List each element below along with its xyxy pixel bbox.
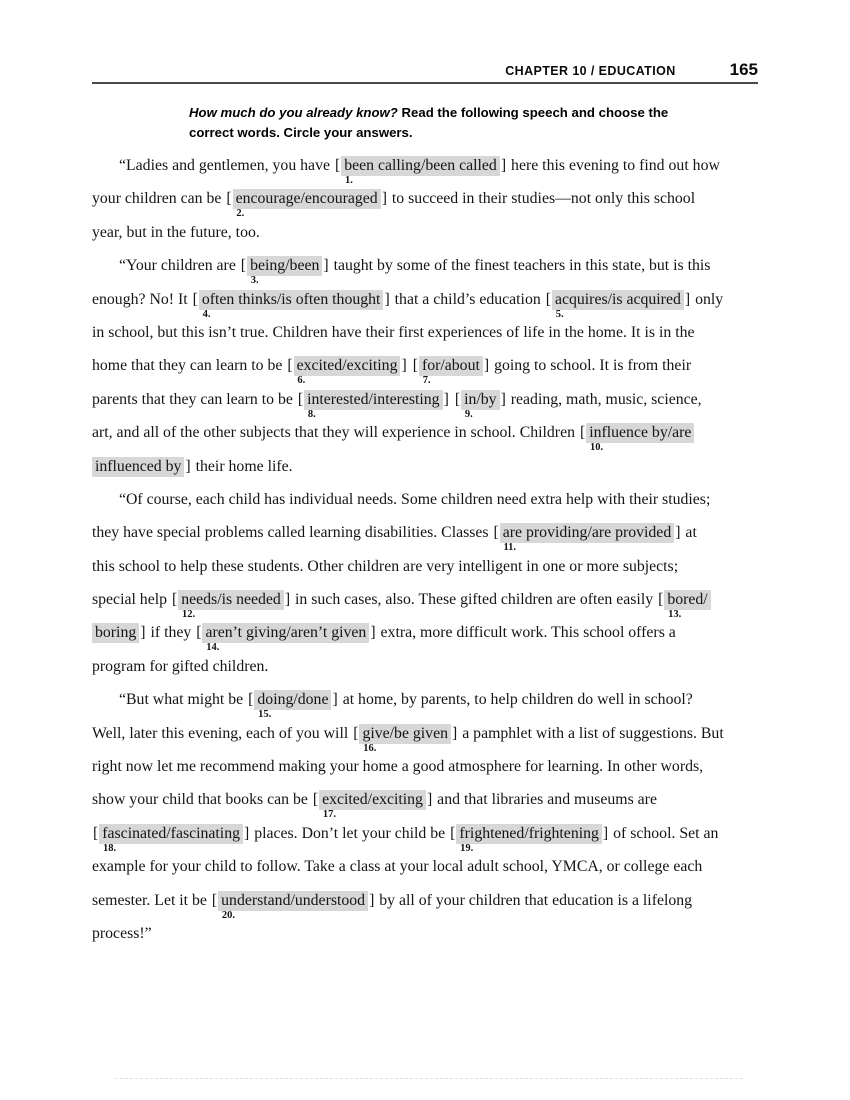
text-run: that a child’s education (390, 290, 545, 308)
speech-line (92, 283, 772, 320)
choice-options: in/by (461, 390, 499, 410)
text-run: at (681, 524, 697, 542)
close-bracket: ] (443, 390, 449, 408)
choice-number: 14. (206, 642, 220, 654)
text-run: example for your child to follow. Take a class at your local adult school, YMCA, or college each (92, 858, 703, 876)
header-rule (92, 82, 758, 84)
choice-options: doing/done (254, 690, 331, 710)
choice-19 (449, 824, 609, 854)
choice-14 (195, 624, 376, 654)
choice-number: 17. (322, 809, 336, 821)
text-run: special help (92, 591, 171, 609)
open-bracket: [ (579, 424, 586, 442)
text-run: “Ladies and gentlemen, you have (119, 157, 334, 174)
choice-4 (192, 290, 391, 320)
open-bracket: [ (334, 157, 341, 174)
close-bracket: ] (602, 824, 609, 842)
speech-line (92, 216, 772, 249)
text-run: reading, math, music, science, (506, 390, 702, 408)
choice-options: fascinated/fascinating (99, 824, 243, 844)
text-run: taught by some of the finest teachers in this state, but is this (329, 257, 711, 275)
speech-line (92, 750, 772, 783)
choice-number: 12. (181, 609, 196, 621)
text-run: “Of course, each child has individual needs. Some children need extra help with their studies; (119, 490, 711, 508)
choice-options: understand/understood (218, 891, 368, 911)
choice-options: give/be given (359, 724, 451, 744)
choice-10-end (92, 458, 192, 475)
speech-line (92, 383, 772, 420)
choice-13-start (657, 591, 711, 621)
choice-number: 10. (589, 442, 604, 454)
speech-line (92, 249, 772, 287)
text-run: “Your children are (119, 257, 240, 275)
choice-1 (334, 157, 507, 186)
instructions-lead: How much do you already know? (189, 105, 398, 120)
choice-options: influenced by (92, 457, 184, 477)
choice-options: interested/interesting (304, 390, 442, 410)
text-run: this school to help these students. Other children are very intelligent in one or more subjects; (92, 557, 679, 575)
text-run: home that they can learn to be (92, 357, 287, 375)
choice-2 (225, 190, 388, 220)
choice-options: often thinks/is often thought (199, 290, 384, 310)
speech-line (92, 884, 772, 921)
speech-line (92, 650, 772, 683)
choice-10-start (579, 424, 694, 454)
open-bracket: [ (412, 357, 418, 375)
close-bracket: ] (675, 524, 681, 542)
choice-number: 6. (297, 375, 306, 387)
speech-line (92, 817, 772, 854)
close-bracket: ] (369, 891, 375, 909)
choice-5 (545, 290, 691, 320)
choice-number: 3. (250, 275, 259, 287)
choice-options: excited/exciting (319, 790, 426, 810)
speech-line (92, 917, 772, 950)
open-bracket: [ (493, 524, 499, 542)
text-run: by all of your children that education is a lifelong (375, 891, 693, 909)
open-bracket: [ (93, 824, 99, 842)
speech-line (92, 516, 772, 554)
close-bracket: ] (452, 724, 458, 742)
choice-16 (352, 724, 458, 754)
instructions-rest: Read the following speech and choose the (397, 105, 669, 120)
text-run: if they (146, 624, 196, 642)
close-bracket: ] (284, 591, 291, 609)
text-run: art, and all of the other subjects that they will experience in school. Children (92, 424, 579, 442)
text-run: extra, more difficult work. This school offers a (376, 624, 676, 642)
choice-15 (247, 691, 339, 721)
choice-number: 18. (103, 842, 117, 854)
open-bracket: [ (658, 591, 664, 609)
text-run: enough? No! It (92, 290, 192, 308)
choice-number: 16. (363, 742, 377, 754)
text-run: in school, but this isn’t true. Children have their first experiences of life in the home. It is in the (92, 323, 695, 341)
choice-number: 2. (236, 208, 245, 220)
text-run: at home, by parents, to help children do well in school? (338, 691, 693, 709)
close-bracket: ] (244, 824, 250, 842)
close-bracket: ] (140, 624, 146, 642)
text-run: going to school. It is from their (490, 357, 692, 375)
choice-11 (493, 524, 682, 554)
text-run: right now let me recommend making your home a good atmosphere for learning. In other words, (92, 758, 704, 776)
text-run: here this evening to find out how (507, 157, 720, 174)
close-bracket: ] (483, 357, 490, 375)
open-bracket: [ (196, 624, 202, 642)
close-bracket: ] (684, 290, 691, 308)
choice-options: been calling/been called (341, 156, 500, 176)
close-bracket: ] (401, 357, 407, 375)
choice-17 (312, 791, 433, 821)
page-number: 165 (729, 60, 758, 79)
choice-options: bored/ (664, 590, 710, 610)
choice-7 (412, 357, 490, 387)
choice-options: boring (92, 623, 139, 643)
close-bracket: ] (185, 457, 191, 475)
speech-line (92, 717, 772, 754)
speech-line (92, 683, 772, 721)
text-run: parents that they can learn to be (92, 390, 297, 408)
speech-line (92, 616, 772, 654)
chapter-label: CHAPTER 10 / EDUCATION (505, 64, 676, 78)
page-header (92, 60, 758, 80)
text-run: they have special problems called learning disabilities. Classes (92, 524, 493, 542)
choice-number: 19. (460, 842, 474, 854)
choice-number: 8. (307, 408, 316, 420)
text-run: year, but in the future, too. (92, 223, 260, 241)
open-bracket: [ (312, 791, 319, 809)
open-bracket: [ (545, 290, 551, 308)
text-run: show your child that books can be (92, 791, 312, 809)
text-run: “But what might be (119, 691, 248, 709)
bottom-scan-line (115, 1078, 743, 1079)
open-bracket: [ (226, 190, 232, 208)
choice-13-end (92, 624, 147, 641)
open-bracket: [ (450, 824, 456, 842)
speech-line (92, 783, 772, 821)
text-run: only (691, 290, 724, 308)
speech-line (92, 349, 772, 387)
text-run: places. Don’t let your child be (250, 824, 450, 842)
speech-line (92, 149, 772, 186)
speech-line (92, 483, 772, 516)
open-bracket: [ (171, 591, 178, 609)
choice-9 (454, 390, 507, 420)
close-bracket: ] (370, 624, 376, 642)
text-run: to succeed in their studies—not only this school (387, 190, 696, 208)
text-run: your children can be (92, 190, 226, 208)
open-bracket: [ (240, 257, 247, 275)
close-bracket: ] (381, 190, 387, 208)
text-run: semester. Let it be (92, 891, 211, 909)
choice-6 (286, 357, 407, 387)
close-bracket: ] (426, 791, 433, 809)
choice-number: 15. (258, 709, 272, 721)
close-bracket: ] (500, 157, 507, 174)
choice-options: needs/is needed (178, 590, 284, 610)
open-bracket: [ (454, 390, 461, 408)
close-bracket: ] (500, 390, 506, 408)
open-bracket: [ (297, 390, 304, 408)
choice-12 (171, 591, 291, 621)
choice-number: 7. (422, 375, 431, 387)
text-run: process!” (92, 924, 152, 942)
speech-line (92, 416, 772, 454)
open-bracket: [ (211, 891, 218, 909)
text-run: and that libraries and museums are (433, 791, 657, 809)
speech-line (92, 182, 772, 220)
speech-line (92, 450, 772, 483)
exercise-instructions (189, 103, 734, 142)
instructions-line-2: correct words. Circle your answers. (189, 124, 413, 140)
choice-options: being/been (247, 256, 322, 276)
text-run: of school. Set an (609, 824, 719, 842)
text-run: Well, later this evening, each of you will (92, 724, 353, 742)
close-bracket: ] (332, 691, 338, 709)
choice-number: 9. (464, 408, 473, 420)
choice-options: frightened/frightening (456, 824, 602, 844)
text-run: a pamphlet with a list of suggestions. But (458, 724, 724, 742)
speech-line (92, 550, 772, 583)
open-bracket: [ (192, 290, 198, 308)
choice-number: 20. (221, 909, 236, 921)
choice-options: aren’t giving/aren’t given (202, 623, 369, 643)
text-run: their home life. (191, 457, 293, 475)
choice-number: 13. (668, 609, 682, 621)
open-bracket: [ (287, 357, 293, 375)
choice-3 (240, 257, 330, 287)
choice-options: excited/exciting (294, 356, 401, 376)
choice-number: 4. (202, 308, 211, 320)
choice-options: influence by/are (586, 423, 694, 443)
speech-line (92, 316, 772, 349)
speech-line (92, 850, 772, 883)
choice-options: encourage/encouraged (233, 189, 381, 209)
choice-number: 11. (503, 542, 517, 554)
choice-18 (92, 824, 250, 854)
speech-line (92, 583, 772, 621)
text-run: program for gifted children. (92, 657, 269, 675)
choice-20 (211, 891, 375, 921)
choice-options: for/about (419, 356, 483, 376)
text-run: in such cases, also. These gifted children are often easily (291, 591, 658, 609)
open-bracket: [ (248, 691, 254, 709)
choice-options: acquires/is acquired (552, 290, 684, 310)
instructions-line-1 (189, 103, 734, 123)
choice-options: are providing/are provided (500, 523, 674, 543)
choice-number: 1. (344, 175, 353, 186)
close-bracket: ] (323, 257, 329, 275)
close-bracket: ] (384, 290, 390, 308)
speech-body (92, 149, 772, 950)
choice-number: 5. (555, 308, 564, 320)
open-bracket: [ (353, 724, 359, 742)
choice-8 (297, 390, 450, 420)
